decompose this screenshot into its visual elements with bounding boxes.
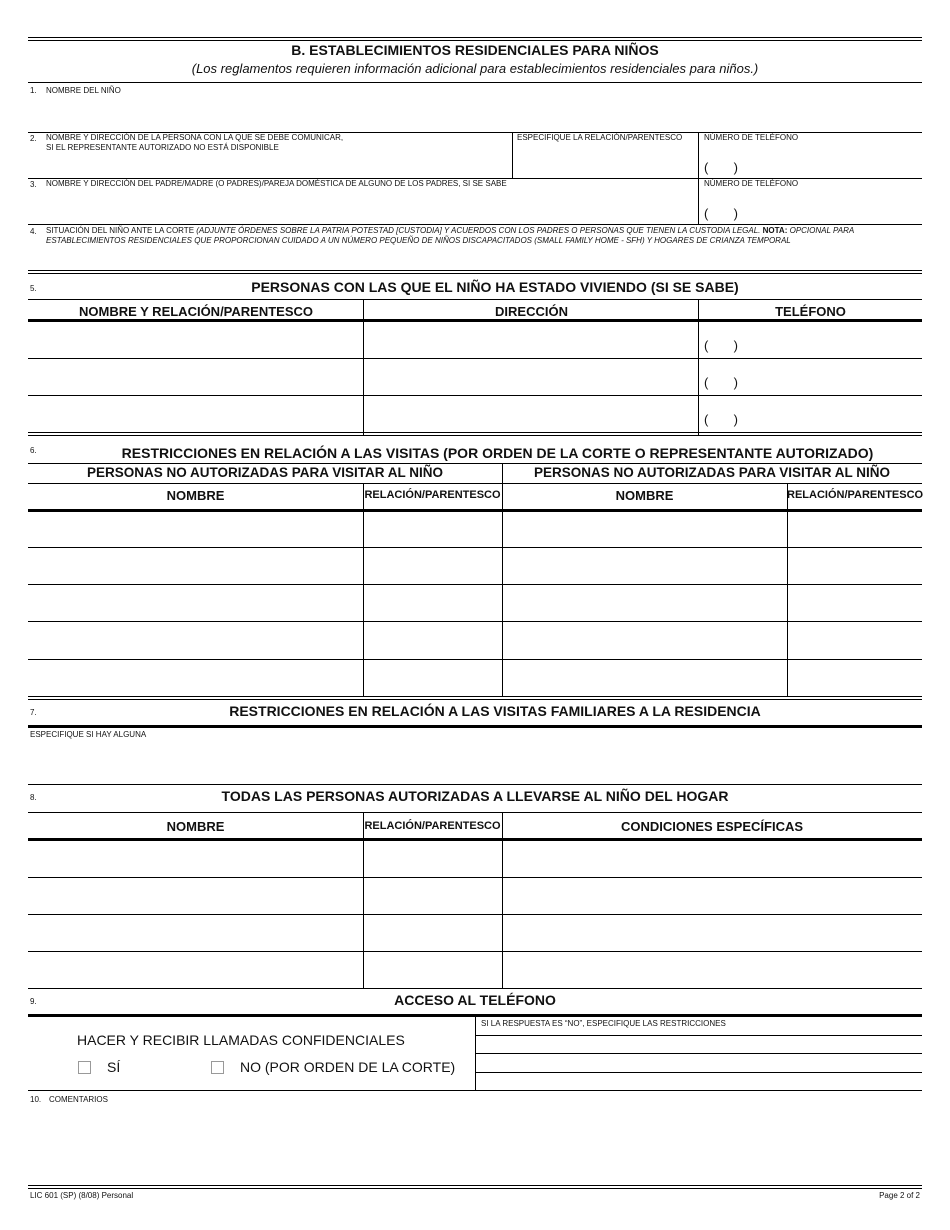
no-checkbox[interactable]: [211, 1061, 224, 1074]
s7-label: ESPECIFIQUE SI HAY ALGUNA: [30, 730, 147, 739]
field2-number: 2.: [30, 134, 37, 143]
s7-header-bottom: [28, 725, 922, 728]
field3-number: 3.: [30, 180, 37, 189]
s10-number: 10.: [30, 1095, 42, 1104]
s5-row2-area-code[interactable]: ( ): [704, 375, 738, 390]
top-rule: [28, 37, 922, 38]
s5-header-top: [28, 299, 922, 300]
s6-title: RESTRICCIONES EN RELACIÓN A LAS VISITAS (POR ORDEN DE LA CORTE O REPRESENTANTE AUTORIZADO): [121, 445, 874, 461]
s5-divider-2: [698, 299, 699, 435]
field4-note: NOTA:: [762, 226, 788, 235]
field1-top-rule: [28, 82, 922, 83]
s6-col-rel-right: RELACIÓN/PARENTESCO: [787, 489, 924, 501]
field4-italic1: (ADJUNTE ÓRDENES SOBRE LA PATRIA POTESTAD [CUSTODIA] Y ACUERDOS CON LOS PADRES O PERSONAS QUE TIENEN LA CUSTODIA LEGAL.: [196, 226, 761, 235]
field4-number: 4.: [30, 227, 37, 236]
field3-area-code[interactable]: ( ): [704, 206, 738, 221]
s8-top-rule: [28, 784, 922, 785]
s9-title: ACCESO AL TELÉFONO: [394, 992, 556, 1008]
field2-phone-label: NÚMERO DE TELÉFONO: [704, 133, 799, 142]
s8-number: 8.: [30, 793, 37, 802]
field1-number: 1.: [30, 86, 37, 95]
form-id: LIC 601 (SP) (8/08) Personal: [30, 1191, 134, 1200]
field2-label-line2: SI EL REPRESENTANTE AUTORIZADO NO ESTÁ DISPONIBLE: [46, 143, 279, 152]
s8-divider-1: [363, 812, 364, 988]
s9-restriction-line-3[interactable]: [476, 1072, 922, 1073]
s5-col-address: DIRECCIÓN: [495, 304, 568, 319]
section-b-subtitle: (Los reglamentos requieren información adicional para establecimientos residenciales para niños.): [191, 61, 759, 76]
s5-row-line-3: [28, 432, 922, 433]
s8-col-name: NOMBRE: [166, 819, 225, 834]
top-rule-2: [28, 40, 922, 41]
s8-col-conditions: CONDICIONES ESPECÍFICAS: [620, 819, 804, 834]
s6-sub-top: [28, 463, 922, 464]
s10-label: COMENTARIOS: [49, 1095, 108, 1104]
s6-col-rel-left: RELACIÓN/PARENTESCO: [364, 489, 501, 501]
s8-row-line-4: [28, 988, 922, 989]
field2-relation-label: ESPECIFIQUE LA RELACIÓN/PARENTESCO: [517, 133, 683, 142]
field4-label-line2: ESTABLECIMIENTOS RESIDENCIALES QUE PROPORCIONAN CUIDADO A UN NÚMERO PEQUEÑO DE NIÑOS DISCAPACITADOS (SMALL FAMILY HOME - SFH) Y HOGARES DE CRIANZA TEMPORAL: [46, 236, 791, 245]
s6-row-line-5b: [28, 699, 922, 700]
page-number: Page 2 of 2: [879, 1191, 920, 1200]
s5-row-line-2: [28, 395, 922, 396]
s9-bottom-rule: [28, 1090, 922, 1091]
s6-sub-right: PERSONAS NO AUTORIZADAS PARA VISITAR AL NIÑO: [533, 465, 891, 480]
s5-rule-a: [28, 270, 922, 271]
section-b-title: B. ESTABLECIMIENTOS RESIDENCIALES PARA NIÑOS: [291, 42, 659, 58]
field4-label: SITUACIÓN DEL NIÑO ANTE LA CORTE: [46, 226, 195, 235]
family-visit-restrictions-field[interactable]: [30, 742, 920, 780]
s8-row-line-3: [28, 951, 922, 952]
s6-col-name-left: NOMBRE: [166, 488, 225, 503]
s5-row1-area-code[interactable]: ( ): [704, 338, 738, 353]
s5-header-bottom: [28, 319, 922, 322]
s8-col-rel: RELACIÓN/PARENTESCO: [364, 820, 501, 832]
s6-row-line-5: [28, 696, 922, 697]
s5-col-name-rel: NOMBRE Y RELACIÓN/PARENTESCO: [78, 304, 314, 319]
contact-relation-field[interactable]: [515, 145, 695, 175]
s5-row-line-1: [28, 358, 922, 359]
s6-col-name-right: NOMBRE: [615, 488, 674, 503]
s6-row-line-1: [28, 547, 922, 548]
s8-row-line-1: [28, 877, 922, 878]
s5-col-phone: TELÉFONO: [775, 304, 846, 319]
s5-row-line-3b: [28, 435, 922, 436]
no-label: NO (POR ORDEN DE LA CORTE): [240, 1059, 456, 1075]
s6-row-line-3: [28, 621, 922, 622]
field3-phone-label: NÚMERO DE TELÉFONO: [704, 179, 799, 188]
s9-divider: [475, 1014, 476, 1090]
yes-checkbox[interactable]: [78, 1061, 91, 1074]
yes-label: SÍ: [107, 1059, 121, 1075]
s7-title: RESTRICCIONES EN RELACIÓN A LAS VISITAS FAMILIARES A LA RESIDENCIA: [229, 703, 761, 719]
s5-row3-area-code[interactable]: ( ): [704, 412, 738, 427]
s6-divider-1: [363, 483, 364, 697]
field2-label-line1: NOMBRE Y DIRECCIÓN DE LA PERSONA CON LA QUE SE DEBE COMUNICAR,: [46, 133, 344, 142]
s8-row-line-2: [28, 914, 922, 915]
field4-italic2: OPCIONAL PARA: [789, 226, 855, 235]
s5-number: 5.: [30, 284, 37, 293]
comments-field[interactable]: [30, 1108, 920, 1180]
s8-header-bottom: [28, 838, 922, 841]
field2-divider-a: [512, 132, 513, 178]
s9-restriction-line-2[interactable]: [476, 1053, 922, 1054]
contact-name-address-field[interactable]: [30, 152, 505, 176]
child-name-field[interactable]: [160, 90, 900, 128]
s6-sub-left: PERSONAS NO AUTORIZADAS PARA VISITAR AL NIÑO: [86, 465, 444, 480]
s9-calls-label: HACER Y RECIBIR LLAMADAS CONFIDENCIALES: [77, 1032, 405, 1048]
s5-divider-1: [363, 299, 364, 435]
s6-row-line-2: [28, 584, 922, 585]
s8-divider-2: [502, 812, 503, 988]
s9-number: 9.: [30, 997, 37, 1006]
field4-top-rule: [28, 224, 922, 225]
field4-label-line1: [46, 226, 854, 236]
field2-area-code[interactable]: ( ): [704, 160, 738, 175]
s8-title: TODAS LAS PERSONAS AUTORIZADAS A LLEVARSE AL NIÑO DEL HOGAR: [221, 788, 729, 804]
field1-label: NOMBRE DEL NIÑO: [46, 86, 121, 95]
s6-number: 6.: [30, 446, 37, 455]
footer-rule-b: [28, 1188, 922, 1189]
s5-title: PERSONAS CON LAS QUE EL NIÑO HA ESTADO VIVIENDO (SI SE SABE): [251, 279, 739, 295]
s5-rule-b: [28, 273, 922, 274]
court-status-field[interactable]: [30, 248, 920, 268]
parent-name-address-field[interactable]: [30, 192, 690, 222]
s9-restriction-line-1[interactable]: [476, 1035, 922, 1036]
footer-rule-a: [28, 1185, 922, 1186]
s6-divider-3: [787, 483, 788, 697]
field3-label: NOMBRE Y DIRECCIÓN DEL PADRE/MADRE (O PADRES)/PAREJA DOMÉSTICA DE ALGUNO DE LOS PADRES, SI SE SABE: [46, 179, 507, 188]
s6-row-line-4: [28, 659, 922, 660]
s8-header-top: [28, 812, 922, 813]
s7-number: 7.: [30, 708, 37, 717]
s6-divider-2: [502, 463, 503, 697]
s9-restrictions-label: SI LA RESPUESTA ES “NO”, ESPECIFIQUE LAS RESTRICCIONES: [481, 1019, 726, 1028]
